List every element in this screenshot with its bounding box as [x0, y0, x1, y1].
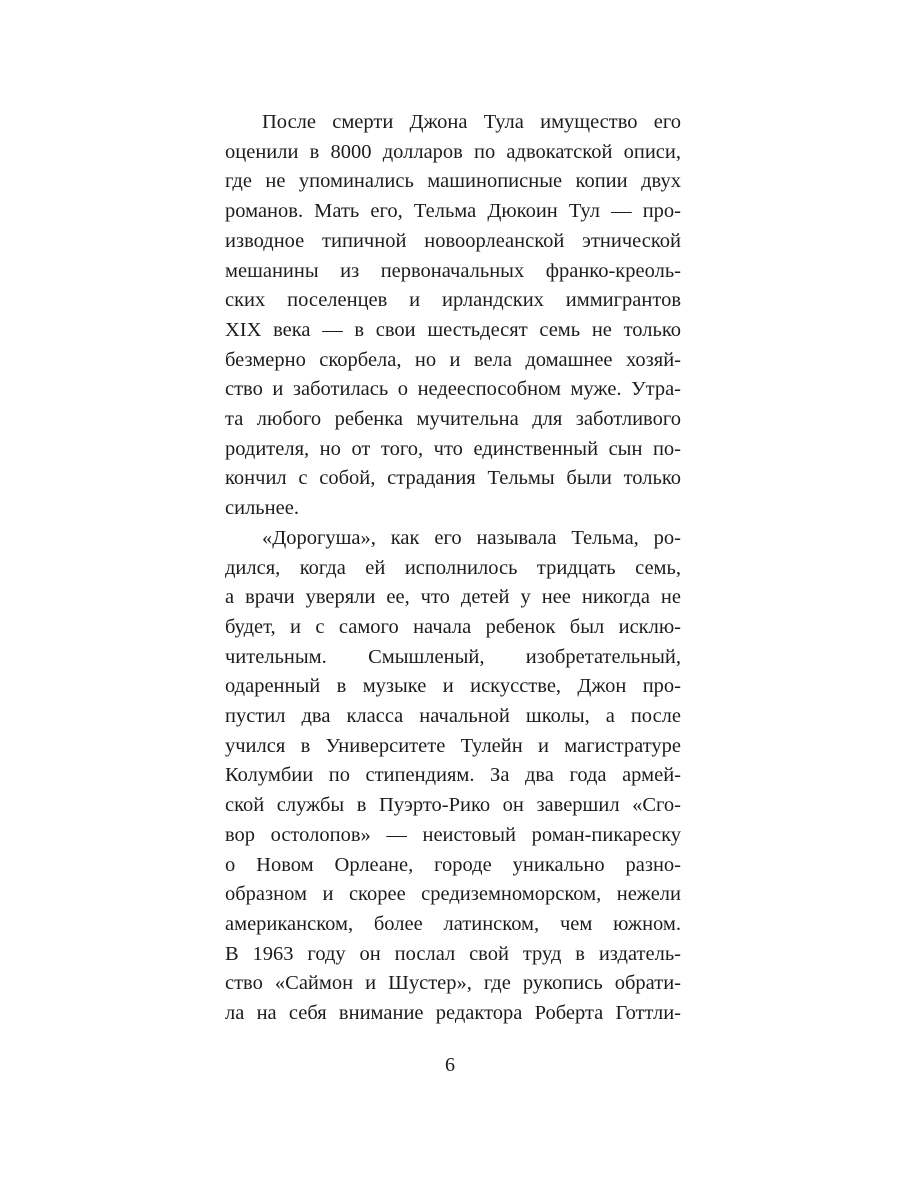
text-line: будет, и с самого начала ребенок был исклю- — [225, 615, 681, 638]
text-line: та любого ребенка мучительна для заботливого — [225, 408, 681, 431]
text-line: мешанины из первоначальных франко-креоль- — [225, 259, 681, 282]
text-line: чительным. Смышленый, изобретательный, — [225, 645, 681, 668]
text-line: кончил с собой, страдания Тельмы были только — [225, 467, 681, 490]
text-line: родителя, но от того, что единственный сын по- — [225, 437, 681, 460]
text-line: «Дорогуша», как его называла Тельма, ро- — [262, 526, 681, 549]
text-line: американском, более латинском, чем южном. — [225, 912, 681, 935]
text-line: Колумбии по стипендиям. За два года армей- — [225, 764, 681, 787]
text-line: В 1963 году он послал свой труд в издатель- — [225, 942, 681, 965]
text-line: ских поселенцев и ирландских иммигрантов — [225, 289, 681, 312]
text-line: XIX века — в свои шестьдесят семь не только — [225, 318, 681, 341]
text-line: изводное типичной новоорлеанской этнической — [225, 229, 681, 252]
text-line: о Новом Орлеане, городе уникально разно- — [225, 853, 681, 876]
text-line: где не упоминались машинописные копии двух — [225, 170, 681, 193]
text-line: безмерно скорбела, но и вела домашнее хозяй- — [225, 348, 681, 371]
text-line: пустил два класса начальной школы, а после — [225, 705, 681, 728]
text-line: сильнее. — [225, 497, 299, 520]
page-number: 6 — [445, 1054, 455, 1076]
text-line: вор остолопов» — неистовый роман-пикареску — [225, 823, 681, 846]
paragraph — [225, 524, 681, 1029]
text-line: романов. Мать его, Тельма Дюкоин Тул — про- — [225, 200, 681, 223]
paragraph — [225, 108, 681, 524]
text-line: После смерти Джона Тула имущество его — [262, 111, 681, 133]
text-line: дился, когда ей исполнилось тридцать семь, — [225, 556, 681, 579]
text-line: ла на себя внимание редактора Роберта Готтли- — [225, 1002, 681, 1025]
text-line: оценили в 8000 долларов по адвокатской описи, — [225, 140, 681, 163]
text-line: ство и заботилась о недееспособном муже. Утра- — [225, 378, 681, 401]
text-line: одаренный в музыке и искусстве, Джон про- — [225, 675, 681, 698]
text-line: а врачи уверяли ее, что детей у нее никогда не — [225, 586, 681, 609]
text-line: учился в Университете Тулейн и магистратуре — [225, 734, 681, 757]
text-line: ство «Саймон и Шустер», где рукопись обрати- — [225, 972, 681, 995]
body-text — [225, 108, 681, 1029]
text-line: ской службы в Пуэрто-Рико он завершил «Сго- — [225, 794, 681, 817]
text-line: образном и скорее средиземноморском, нежели — [225, 883, 681, 906]
